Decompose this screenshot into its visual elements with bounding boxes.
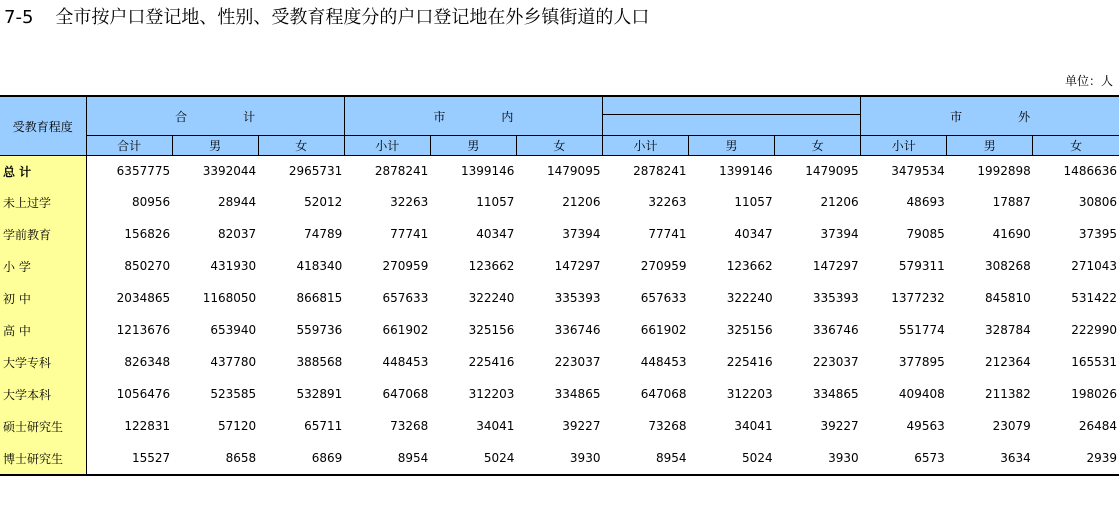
table-cell: 225416 [468, 355, 515, 369]
row-label: 学前教育 [0, 218, 86, 250]
unit-label: 单位：人 [1064, 74, 1113, 88]
table-cell: 34041 [734, 419, 773, 433]
table-row [0, 156, 1119, 187]
table-cell: 37394 [562, 227, 601, 241]
table-cell: 21206 [562, 195, 601, 209]
table-cell: 211382 [984, 387, 1031, 401]
table-cell: 80956 [131, 195, 171, 209]
table-cell: 34041 [476, 419, 515, 433]
table-cell: 850270 [124, 259, 171, 273]
group-header-total: 合 计 [86, 96, 344, 136]
table-cell: 388568 [296, 355, 343, 369]
table-cell: 1213676 [116, 323, 171, 337]
table-row [0, 282, 1119, 314]
table-cell: 866815 [296, 291, 343, 305]
table-cell: 32263 [390, 195, 429, 209]
page-title [4, 6, 649, 30]
table-cell: 1479095 [805, 164, 859, 178]
table-cell: 123662 [726, 259, 773, 273]
table-cell: 334865 [554, 387, 601, 401]
table-cell: 335393 [812, 291, 859, 305]
row-label: 总 计 [0, 156, 86, 187]
row-label: 大学本科 [0, 378, 86, 410]
table-cell: 82037 [218, 227, 257, 241]
table-cell: 653940 [210, 323, 257, 337]
table-cell: 79085 [906, 227, 945, 241]
table-cell: 222990 [1071, 323, 1117, 337]
col-header: 男 [689, 136, 775, 156]
table-cell: 39227 [820, 419, 859, 433]
table-cell: 308268 [984, 259, 1031, 273]
table-cell: 77741 [390, 227, 429, 241]
group-header-city-in: 市 内 [344, 96, 602, 136]
table-cell: 37394 [820, 227, 859, 241]
table-cell: 198026 [1071, 387, 1117, 401]
row-label: 硕士研究生 [0, 410, 86, 442]
table-cell: 336746 [554, 323, 601, 337]
table-cell: 8658 [172, 442, 258, 475]
table-cell: 448453 [640, 355, 687, 369]
table-cell: 1168050 [202, 291, 257, 305]
table-cell: 223037 [554, 355, 601, 369]
table-cell: 165531 [1071, 355, 1117, 369]
table-cell: 15527 [86, 442, 172, 475]
table-cell: 49563 [906, 419, 945, 433]
table-cell: 579311 [898, 259, 945, 273]
row-label: 高 中 [0, 314, 86, 346]
table-cell: 17887 [992, 195, 1031, 209]
table-row [0, 378, 1119, 410]
col-header: 小计 [602, 136, 688, 156]
table-cell: 11057 [734, 195, 773, 209]
row-label: 初 中 [0, 282, 86, 314]
col-header: 男 [172, 136, 258, 156]
table-cell: 6573 [861, 442, 947, 475]
table-cell: 73268 [648, 419, 687, 433]
table-title-text: 全市按户口登记地、性别、受教育程度分的户口登记地在外乡镇街道的人口 [55, 7, 650, 28]
table-cell: 312203 [468, 387, 515, 401]
table-cell: 1992898 [977, 164, 1031, 178]
table-cell: 1056476 [116, 387, 171, 401]
table-cell: 532891 [296, 387, 343, 401]
row-header: 受教育程度 [0, 96, 86, 156]
table-cell: 3392044 [202, 164, 257, 178]
col-header: 女 [1033, 136, 1119, 156]
table-cell: 2034865 [116, 291, 171, 305]
table-cell: 523585 [210, 387, 257, 401]
col-header: 小计 [861, 136, 947, 156]
table-cell: 1377232 [891, 291, 945, 305]
table-row [0, 314, 1119, 346]
table-cell: 1486636 [1063, 164, 1117, 178]
table-cell: 334865 [812, 387, 859, 401]
row-label: 小 学 [0, 250, 86, 282]
table-cell: 37395 [1078, 227, 1117, 241]
table-cell: 336746 [812, 323, 859, 337]
table-cell: 6869 [258, 442, 344, 475]
table-cell: 409408 [898, 387, 945, 401]
col-header: 女 [258, 136, 344, 156]
table-cell: 225416 [726, 355, 773, 369]
group-header-city-in-top [602, 96, 860, 115]
table-cell: 223037 [812, 355, 859, 369]
table-cell: 40347 [476, 227, 515, 241]
row-label: 博士研究生 [0, 442, 86, 475]
col-header: 合计 [86, 136, 172, 156]
table-row [0, 186, 1119, 218]
table-cell: 1479095 [547, 164, 601, 178]
table-cell: 657633 [640, 291, 687, 305]
table-cell: 3930 [775, 442, 861, 475]
table-cell: 551774 [898, 323, 945, 337]
table-cell: 28944 [218, 195, 257, 209]
table-cell: 826348 [124, 355, 171, 369]
table-cell: 32263 [648, 195, 687, 209]
table-cell: 661902 [640, 323, 687, 337]
table-cell: 325156 [468, 323, 515, 337]
table-cell: 647068 [640, 387, 687, 401]
table-cell: 6357775 [116, 164, 171, 178]
table-cell: 21206 [820, 195, 859, 209]
table-cell: 212364 [984, 355, 1031, 369]
table-row [0, 250, 1119, 282]
table-cell: 40347 [734, 227, 773, 241]
table-cell: 147297 [812, 259, 859, 273]
table-cell: 1399146 [460, 164, 515, 178]
table-row [0, 410, 1119, 442]
table-cell: 2939 [1033, 442, 1119, 475]
table-cell: 437780 [210, 355, 257, 369]
table-cell: 418340 [296, 259, 343, 273]
table-cell: 2878241 [633, 164, 687, 178]
table-cell: 270959 [382, 259, 429, 273]
table-cell: 23079 [992, 419, 1031, 433]
col-header: 男 [947, 136, 1033, 156]
group-header-city-out: 市 外 [861, 96, 1119, 136]
row-label: 未上过学 [0, 186, 86, 218]
table-cell: 74789 [304, 227, 343, 241]
table-cell: 3634 [947, 442, 1033, 475]
table-cell: 1399146 [719, 164, 773, 178]
table-cell: 65711 [304, 419, 343, 433]
table-cell: 431930 [210, 259, 257, 273]
row-label: 大学专科 [0, 346, 86, 378]
table-cell: 57120 [218, 419, 257, 433]
table-cell: 3930 [516, 442, 602, 475]
table-row [0, 346, 1119, 378]
table-cell: 647068 [382, 387, 429, 401]
table-cell: 77741 [648, 227, 687, 241]
table-cell: 328784 [984, 323, 1031, 337]
table-cell: 73268 [390, 419, 429, 433]
table-cell: 322240 [726, 291, 773, 305]
col-header: 女 [775, 136, 861, 156]
col-header: 男 [430, 136, 516, 156]
table-cell: 531422 [1071, 291, 1117, 305]
table-cell: 39227 [562, 419, 601, 433]
table-cell: 312203 [726, 387, 773, 401]
table-cell: 845810 [984, 291, 1031, 305]
table-cell: 322240 [468, 291, 515, 305]
table-cell: 48693 [906, 195, 945, 209]
col-header: 小计 [344, 136, 430, 156]
table-cell: 30806 [1078, 195, 1117, 209]
table-cell: 41690 [992, 227, 1031, 241]
col-header: 女 [516, 136, 602, 156]
table-cell: 448453 [382, 355, 429, 369]
table-cell: 377895 [898, 355, 945, 369]
table-code: 7-5 [4, 7, 34, 28]
table-cell: 2965731 [288, 164, 343, 178]
table-cell: 26484 [1078, 419, 1117, 433]
table-cell: 657633 [382, 291, 429, 305]
table-cell: 123662 [468, 259, 515, 273]
table-cell: 5024 [689, 442, 775, 475]
table-cell: 122831 [124, 419, 171, 433]
table-cell: 156826 [124, 227, 171, 241]
table-cell: 5024 [430, 442, 516, 475]
table-cell: 270959 [640, 259, 687, 273]
data-table [0, 95, 1119, 476]
table-cell: 2878241 [374, 164, 429, 178]
table-cell: 11057 [476, 195, 515, 209]
table-cell: 325156 [726, 323, 773, 337]
table-cell: 335393 [554, 291, 601, 305]
table-cell: 8954 [344, 442, 430, 475]
table-cell: 52012 [304, 195, 343, 209]
table-row [0, 442, 1119, 475]
table-cell: 3479534 [891, 164, 945, 178]
table-cell: 271043 [1071, 259, 1117, 273]
table-cell: 661902 [382, 323, 429, 337]
sub-group-header [602, 115, 860, 136]
table-row [0, 218, 1119, 250]
table-cell: 559736 [296, 323, 343, 337]
table-cell: 8954 [602, 442, 688, 475]
table-cell: 147297 [554, 259, 601, 273]
